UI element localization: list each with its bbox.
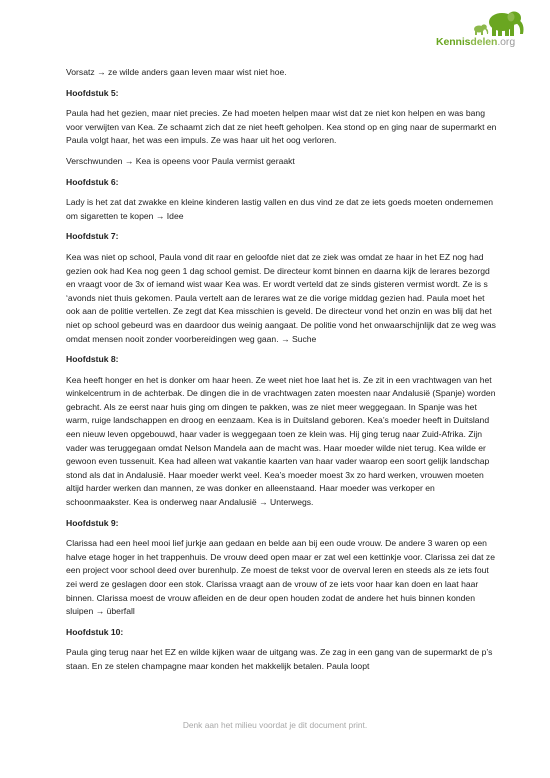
paragraph: Lady is het zat dat zwakke en kleine kinderen lastig vallen en dus vind ze dat ze iets goeds moeten ondernemen om sigaretten te kopen → Idee: [66, 197, 494, 221]
chapter-heading: Hoofdstuk 9:: [66, 517, 119, 528]
chapter-heading: Hoofdstuk 5:: [66, 87, 119, 98]
paragraph: Clarissa had een heel mooi lief jurkje aan gedaan en belde aan bij een oude vrouw. De andere 3 waren op een halve etage hoger in het trappenhuis. De vrouw deed open maar er zat wel een kettinkje voor. Clarissa zei dat ze een project voor school deed over burenhulp. Ze moest de tekst voor de overval leren en steeds als ze iets fout zei werd ze geslagen door een stok. Clarissa vraagt aan de vrouw of ze iets voor haar kan doen en laat haar binnen. Clarissa moest de vrouw afleiden en de deur open houden zodat de andere het huis binnen konden sluipen → überfall: [66, 538, 495, 617]
chapter-heading: Hoofdstuk 6:: [66, 176, 119, 187]
paragraph: Paula ging terug naar het EZ en wilde kijken waar de uitgang was. Ze zag in een gang van de supermarkt de p’s staan. En ze stelen champagne maar konden het makkelijk betalen. Paula loopt: [66, 647, 493, 671]
kennisdelen-logo: [410, 10, 532, 52]
footer-note: Denk aan het milieu voordat je dit document print.: [182, 720, 368, 730]
paragraph: Paula had het gezien, maar niet precies. Ze had moeten helpen maar wist dat ze niet kon helpen en was bang voor verwijten van Kea. Ze schaamt zich dat ze niet heeft geholpen. Kea stond op en ging naar de supermarkt en Paula volgt haar, het was een impuls. Ze was haar uit het oog verloren.: [66, 108, 497, 146]
chapter-heading: Hoofdstuk 10:: [66, 626, 124, 637]
logo-text: Kennisdelen.org: [436, 36, 516, 48]
paragraph: Verschwunden → Kea is opeens voor Paula vermist geraakt: [66, 155, 295, 166]
paragraph: Kea was niet op school, Paula vond dit raar en geloofde niet dat ze ziek was omdat ze haar in het EZ nog had gezien ook had Kea nog geen 1 dag school gemist. De directeur komt binnen en daarna kijk de lerares bezorgd en vraagt voor de 3x of iemand wist waar Kea was. Er wordt verteld dat ze sinds gisteren vermist wordt. Ze is s ‘avonds niet thuis gekomen. Paula vertelt aan de lerares wat ze die vorige middag gezien had. Paula moet het ook aan de politie vertellen. Ze zegt dat Kea misschien is geveld. De directeur vond het onzin en was blij dat het niet op school gebeurd was en daardoor dus weinig aangaat. De politie vond het onwaarschijnlijk dat ze weg was omdat mensen nooit zonder voorbereidingen weg gaan. → Suche: [66, 251, 496, 344]
paragraph: Kea heeft honger en het is donker om haar heen. Ze weet niet hoe laat het is. Ze zit in een vrachtwagen van het winkelcentrum in de achterbak. De dingen die in de vrachtwagen zaten moesten naar Andalusië (Spanje) worden gebracht. Als ze eerst naar huis ging om dingen te pakken, was ze niet meer weggegaan. In Spanje was het warm, ruige landschappen en droog en eenzaam. Kea is in Duitsland geboren. Kea’s moeder heeft in Duitsland een nieuw leven opgebouwd, haar vader is weggegaan toen ze klein was. Hij ging terug naar Zuid-Afrika. Zijn vader was teruggegaan omdat Nelson Mandela aan de macht was. Haar moeder wilde niet terug. Kea wilde er gewoon even tussenuit. Kea had alleen wat vakantie kaarten van haar vader waarop een soort gelijk landschap stond als dat in Andalusië. Haar moeder werkt veel. Kea’s moeder moest 3x zo hard werken, vrouwen moeten altijd harder werken dan mannen, ze was donker en alleenstaand. Haar moeder was verkoper en schoonmaakster. Kea is onderweg naar Andalusië → Unterwegs.: [66, 374, 496, 508]
document-body: [66, 66, 500, 681]
chapter-heading: Hoofdstuk 8:: [66, 354, 119, 365]
paragraph: Vorsatz → ze wilde anders gaan leven maar wist niet hoe.: [66, 67, 287, 77]
chapter-heading: Hoofdstuk 7:: [66, 231, 119, 242]
elephant-icon: [410, 10, 532, 38]
